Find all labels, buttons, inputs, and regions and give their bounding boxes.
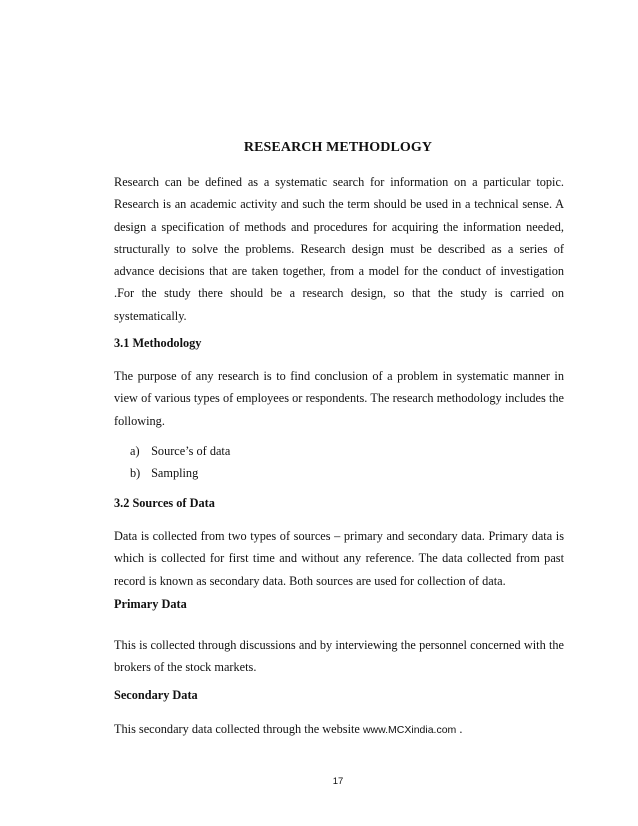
list-marker: a) [130,444,140,458]
secondary-data-paragraph [114,718,564,741]
website-link[interactable]: www.MCXindia.com [362,724,457,736]
list-item [130,463,230,485]
secondary-data-end: . [459,722,463,736]
list-item-label: Source’s of data [151,444,231,458]
methodology-heading: 3.1 Methodology [114,336,202,350]
list-item [130,441,230,463]
secondary-data-heading: Secondary Data [114,688,198,702]
list-marker: b) [130,465,141,480]
secondary-data-text: This secondary data collected through the website [114,722,360,736]
sources-heading: 3.2 Sources of Data [114,496,215,510]
primary-data-paragraph: This is collected through discussions and by interviewing the personnel concerned with the brokers of the stock markets. [114,638,564,675]
primary-data-heading: Primary Data [114,597,187,611]
methodology-paragraph: The purpose of any research is to find conclusion of a problem in systematic manner in view of various types of employees or respondents. The research methodology includes the following. [114,369,564,428]
sources-paragraph: Data is collected from two types of sources – primary and secondary data. Primary data is which is collected for first time and without any reference. The data collected from past record is known as secondary data. Both sources are used for collection of data. [114,529,564,588]
intro-paragraph: Research can be defined as a systematic search for information on a particular topic. Research is an academic activity and such the term should be used in a technical sense. A design a specification of methods and procedures for acquiring the information needed, structurally to solve the problems. Research design must be described as a series of advance decisions that are taken together, from a model for the conduct of investigation .For the study there should be a research design, so that the study is carried on systematically. [114,175,564,323]
page-number: 17 [332,776,344,787]
methodology-list [130,441,230,484]
page-title: RESEARCH METHODLOGY [243,140,433,155]
list-item-label: Sampling [151,465,199,480]
